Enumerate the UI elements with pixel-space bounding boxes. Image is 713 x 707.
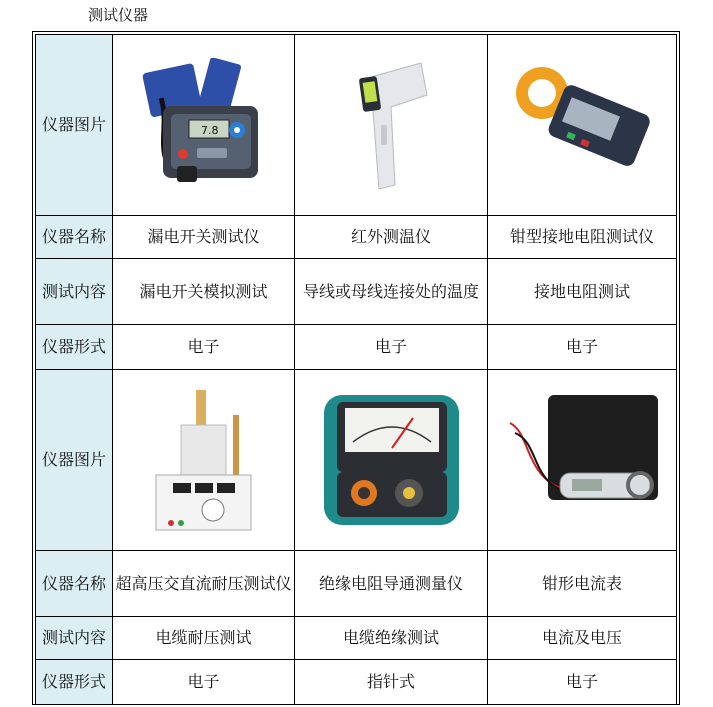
instrument-form: 电子 (488, 660, 677, 705)
row-header-image: 仪器图片 (36, 370, 113, 551)
instrument-table (35, 34, 677, 705)
insulation-meter-icon (319, 390, 464, 530)
clamp-meter-icon (500, 393, 665, 528)
row-header-content: 测试内容 (36, 259, 113, 325)
table-row (36, 370, 677, 551)
table-row (36, 551, 677, 617)
instrument-form: 电子 (113, 660, 295, 705)
instrument-form: 指针式 (295, 660, 488, 705)
instrument-image-cell (113, 35, 295, 216)
row-header-form: 仪器形式 (36, 325, 113, 370)
infrared-thermometer-icon (351, 55, 431, 195)
row-header-content: 测试内容 (36, 617, 113, 660)
test-content: 电缆绝缘测试 (295, 617, 488, 660)
instrument-name: 钳型接地电阻测试仪 (488, 216, 677, 259)
test-content: 导线或母线连接处的温度 (295, 259, 488, 325)
hipot-tester-icon (151, 385, 256, 535)
table-row (36, 617, 677, 660)
instrument-table-frame (32, 31, 680, 705)
instrument-name: 钳形电流表 (488, 551, 677, 617)
row-header-name: 仪器名称 (36, 551, 113, 617)
test-content: 漏电开关模拟测试 (113, 259, 295, 325)
instrument-form: 电子 (488, 325, 677, 370)
test-content: 电流及电压 (488, 617, 677, 660)
test-content: 电缆耐压测试 (113, 617, 295, 660)
instrument-name: 绝缘电阻导通测量仪 (295, 551, 488, 617)
instrument-image-cell (113, 370, 295, 551)
row-header-form: 仪器形式 (36, 660, 113, 705)
instrument-name: 超高压交直流耐压测试仪 (113, 551, 295, 617)
instrument-image-cell (488, 370, 677, 551)
table-row (36, 660, 677, 705)
table-row (36, 216, 677, 259)
instrument-form: 电子 (113, 325, 295, 370)
instrument-form: 电子 (295, 325, 488, 370)
svg-text:7.8: 7.8 (201, 123, 219, 137)
instrument-name: 漏电开关测试仪 (113, 216, 295, 259)
leakage-switch-tester-icon (141, 58, 266, 193)
test-content: 接地电阻测试 (488, 259, 677, 325)
row-header-image: 仪器图片 (36, 35, 113, 216)
row-header-name: 仪器名称 (36, 216, 113, 259)
table-row (36, 35, 677, 216)
instrument-name: 红外测温仪 (295, 216, 488, 259)
instrument-image-cell (295, 35, 488, 216)
instrument-image-cell (488, 35, 677, 216)
page-title: 测试仪器 (88, 6, 149, 24)
instrument-image-cell (295, 370, 488, 551)
table-row (36, 325, 677, 370)
clamp-ground-resistance-tester-icon (507, 58, 657, 193)
table-row (36, 259, 677, 325)
